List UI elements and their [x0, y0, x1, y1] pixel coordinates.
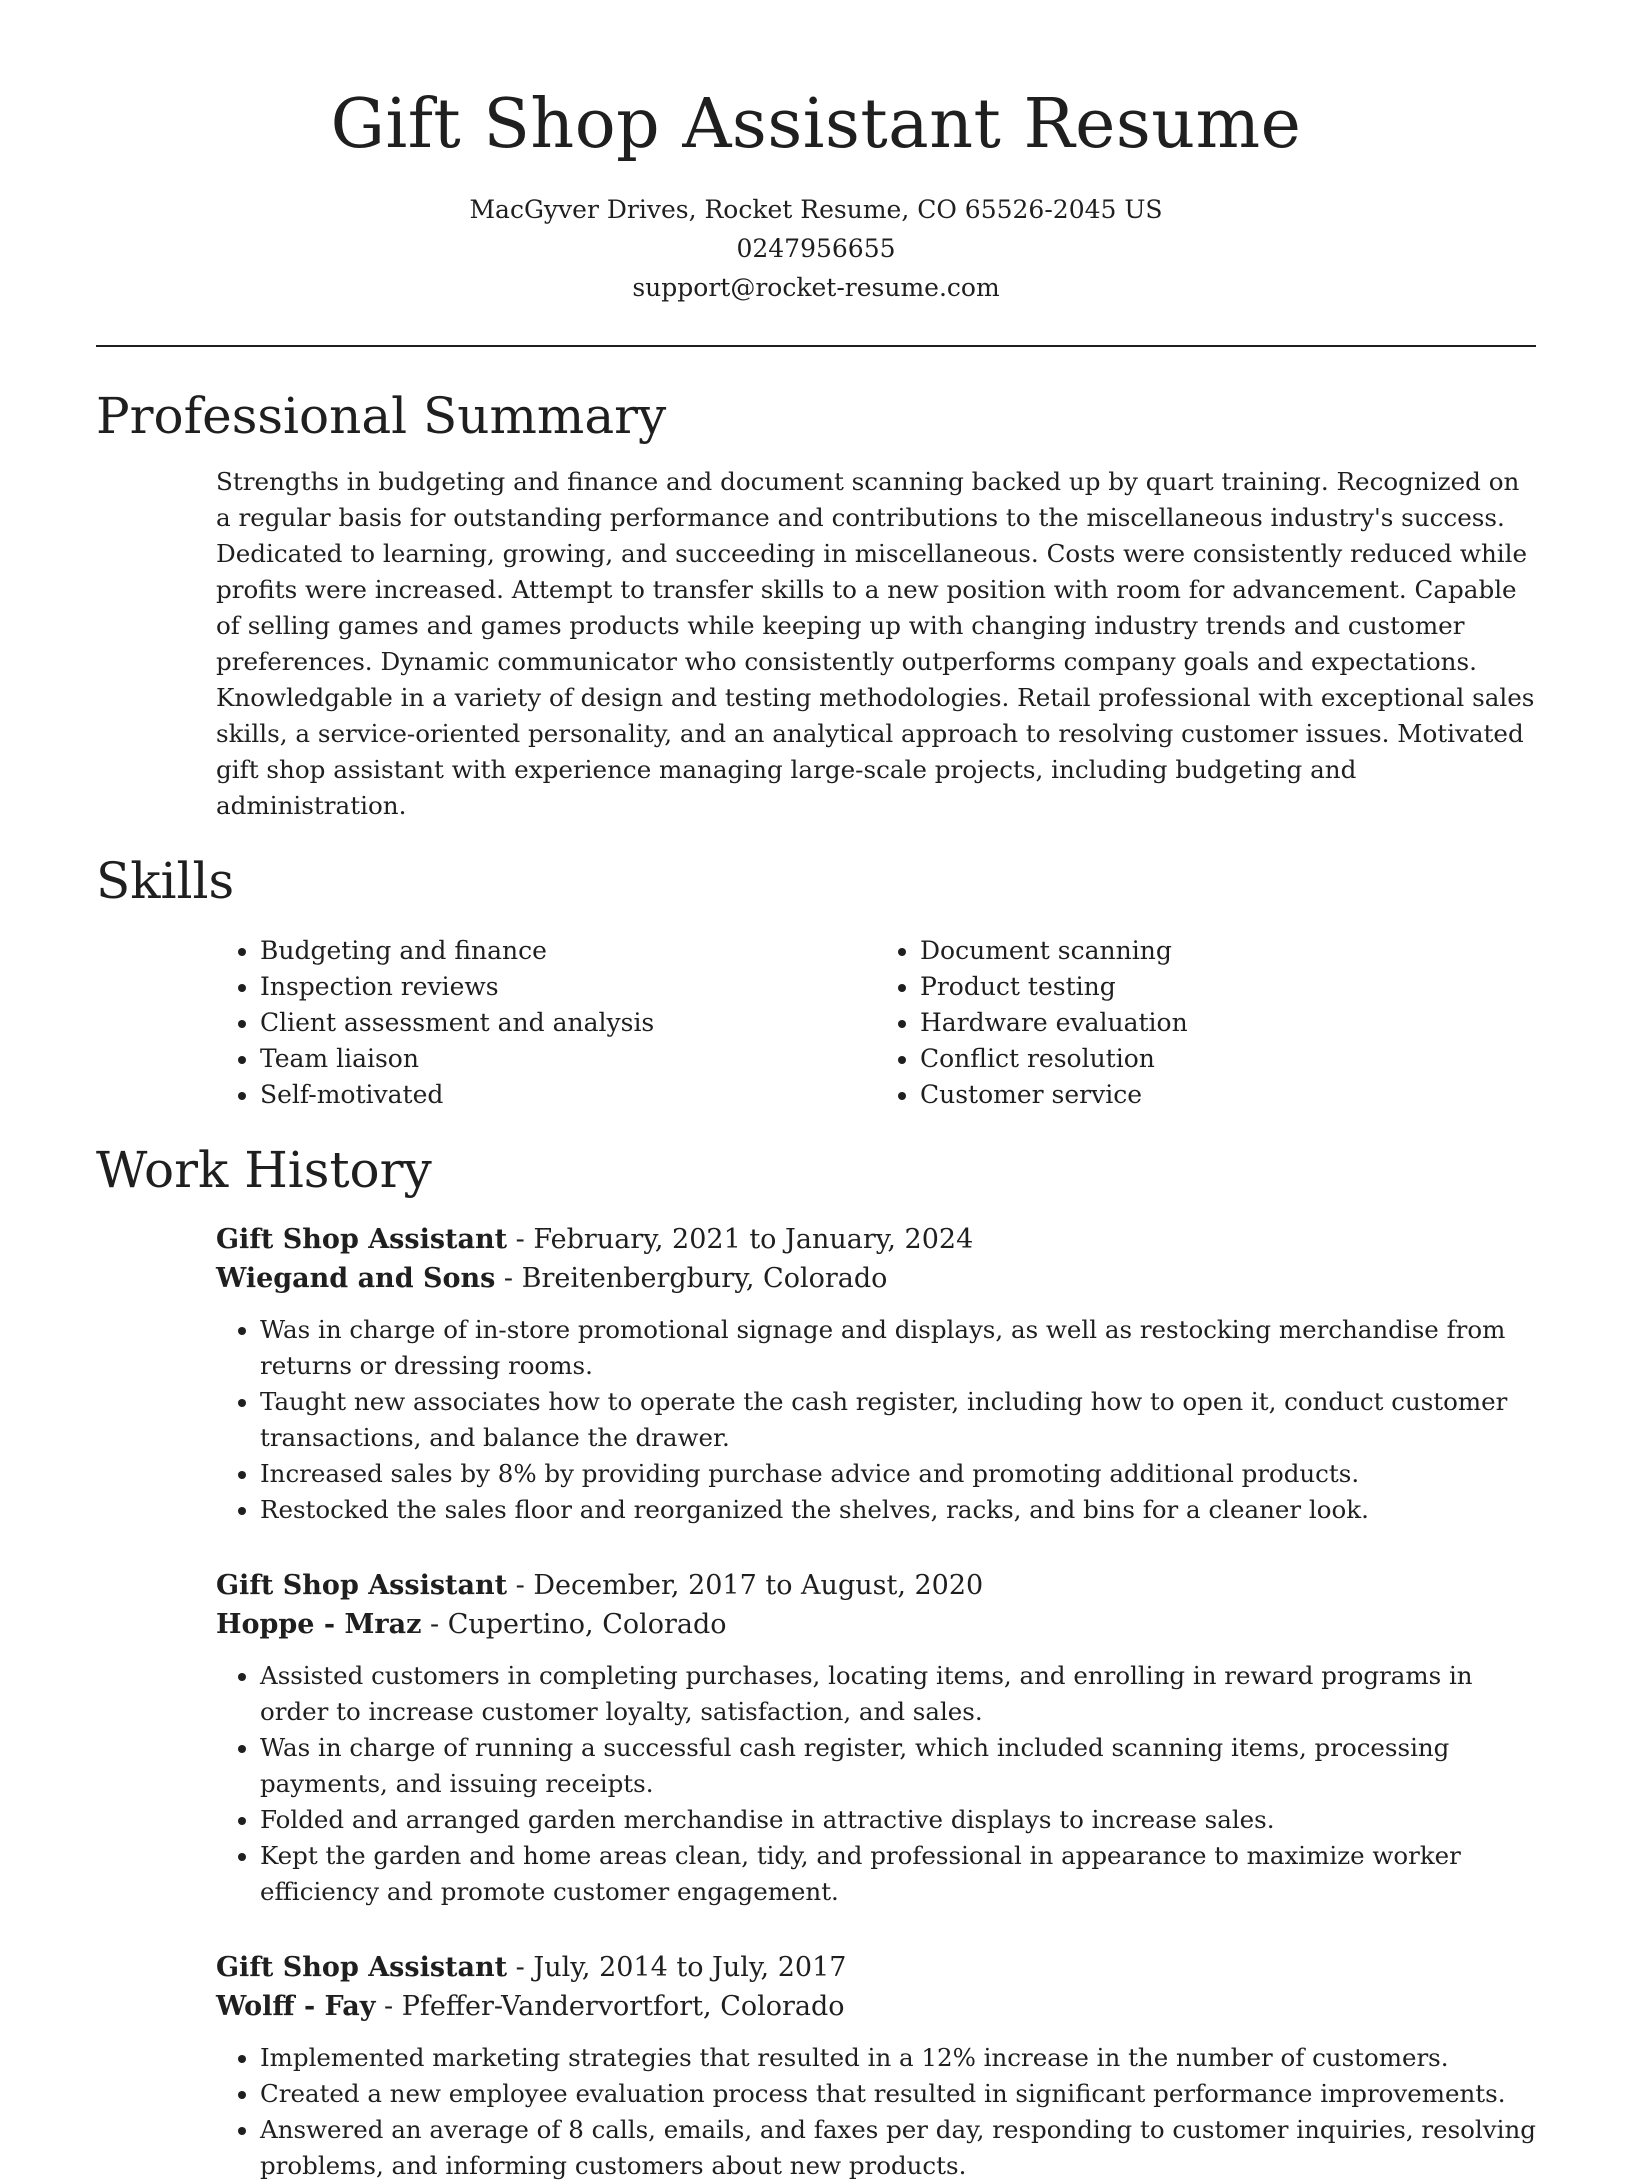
job-bullet: • Implemented marketing strategies that resulted in a 12% increase in the number of customers.: [260, 2040, 1536, 2076]
skills-heading: Skills: [96, 852, 235, 911]
job-bullet: • Was in charge of running a successful cash register, which included scanning items, processing payments, and issuing receipts.: [260, 1730, 1536, 1802]
job-bullets: [216, 2040, 1536, 2184]
job-bullet: • Created a new employee evaluation process that resulted in significant performance improvements.: [260, 2076, 1536, 2112]
skills-column-left: [216, 933, 876, 1113]
skill-item: • Hardware evaluation: [920, 1005, 1536, 1041]
job-company: Hoppe - Mraz: [216, 1609, 422, 1641]
skill-item: • Client assessment and analysis: [260, 1005, 876, 1041]
job-bullet: • Answered an average of 8 calls, emails, and faxes per day, responding to customer inquiries, resolving problems, and informing customers about new products.: [260, 2112, 1536, 2184]
job-location: - Breitenbergbury, Colorado: [495, 1263, 888, 1295]
contact-email: support@rocket-resume.com: [632, 273, 1000, 303]
job-bullet: • Taught new associates how to operate the cash register, including how to open it, conduct customer transactions, and balance the drawer.: [260, 1384, 1536, 1456]
job-dates: - July, 2014 to July, 2017: [507, 1952, 847, 1984]
summary-heading: Professional Summary: [96, 387, 667, 446]
job-company: Wiegand and Sons: [216, 1263, 496, 1295]
job-bullet: • Restocked the sales floor and reorganized the shelves, racks, and bins for a cleaner look.: [260, 1492, 1536, 1528]
page-title: Gift Shop Assistant Resume: [330, 85, 1302, 164]
work-history-heading: Work History: [96, 1141, 432, 1200]
skill-item: • Document scanning: [920, 933, 1536, 969]
job-bullet: • Kept the garden and home areas clean, tidy, and professional in appearance to maximize worker efficiency and promote customer engagement.: [260, 1838, 1536, 1910]
skill-item: • Inspection reviews: [260, 969, 876, 1005]
job-entry: [216, 1566, 1536, 1910]
job-location: - Pfeffer-Vandervortfort, Colorado: [375, 1991, 845, 2023]
job-company-line: [216, 1987, 1536, 2026]
skill-item: • Conflict resolution: [920, 1041, 1536, 1077]
job-bullet: • Increased sales by 8% by providing purchase advice and promoting additional products.: [260, 1456, 1536, 1492]
job-dates: - December, 2017 to August, 2020: [507, 1570, 984, 1602]
job-title-line: [216, 1220, 1536, 1259]
summary-text: Strengths in budgeting and finance and document scanning backed up by quart training. Recognized on a regular basis for outstanding performance and contributions to the miscellaneous industry's success. Dedicated to learning, growing, and succeeding in miscellaneous. Costs were consistently reduced while profits were increased. Attempt to transfer skills to a new position with room for advancement. Capable of selling games and games products while keeping up with changing industry trends and customer preferences. Dynamic communicator who consistently outperforms company goals and expectations. Knowledgable in a variety of design and testing methodologies. Retail professional with exceptional sales skills, a service-oriented personality, and an analytical approach to resolving customer issues. Motivated gift shop assistant with experience managing large-scale projects, including budgeting and administration.: [216, 467, 1535, 821]
skill-item: • Product testing: [920, 969, 1536, 1005]
job-company: Wolff - Fay: [216, 1991, 376, 2023]
job-bullets: [216, 1658, 1536, 1910]
job-title: Gift Shop Assistant: [216, 1952, 508, 1984]
skill-item: • Self-motivated: [260, 1077, 876, 1113]
job-location: - Cupertino, Colorado: [421, 1609, 727, 1641]
job-bullets: [216, 1312, 1536, 1528]
job-title-line: [216, 1948, 1536, 1987]
job-bullet: • Was in charge of in-store promotional signage and displays, as well as restocking merchandise from returns or dressing rooms.: [260, 1312, 1536, 1384]
header-divider: [96, 345, 1536, 347]
job-bullet: • Folded and arranged garden merchandise in attractive displays to increase sales.: [260, 1802, 1536, 1838]
skills-column-right: [876, 933, 1536, 1113]
resume-header: [96, 0, 1536, 307]
contact-phone: 0247956655: [736, 234, 896, 264]
job-company-line: [216, 1605, 1536, 1644]
job-dates: - February, 2021 to January, 2024: [507, 1224, 974, 1256]
skill-item: • Budgeting and finance: [260, 933, 876, 969]
job-entry: [216, 1948, 1536, 2184]
job-entry: [216, 1220, 1536, 1528]
job-bullet: • Assisted customers in completing purchases, locating items, and enrolling in reward programs in order to increase customer loyalty, satisfaction, and sales.: [260, 1658, 1536, 1730]
job-company-line: [216, 1259, 1536, 1298]
contact-address: MacGyver Drives, Rocket Resume, CO 65526-2045 US: [469, 195, 1163, 225]
skills-list: [216, 933, 1536, 1113]
skill-item: • Customer service: [920, 1077, 1536, 1113]
job-title: Gift Shop Assistant: [216, 1224, 508, 1256]
job-title: Gift Shop Assistant: [216, 1570, 508, 1602]
skill-item: • Team liaison: [260, 1041, 876, 1077]
job-title-line: [216, 1566, 1536, 1605]
